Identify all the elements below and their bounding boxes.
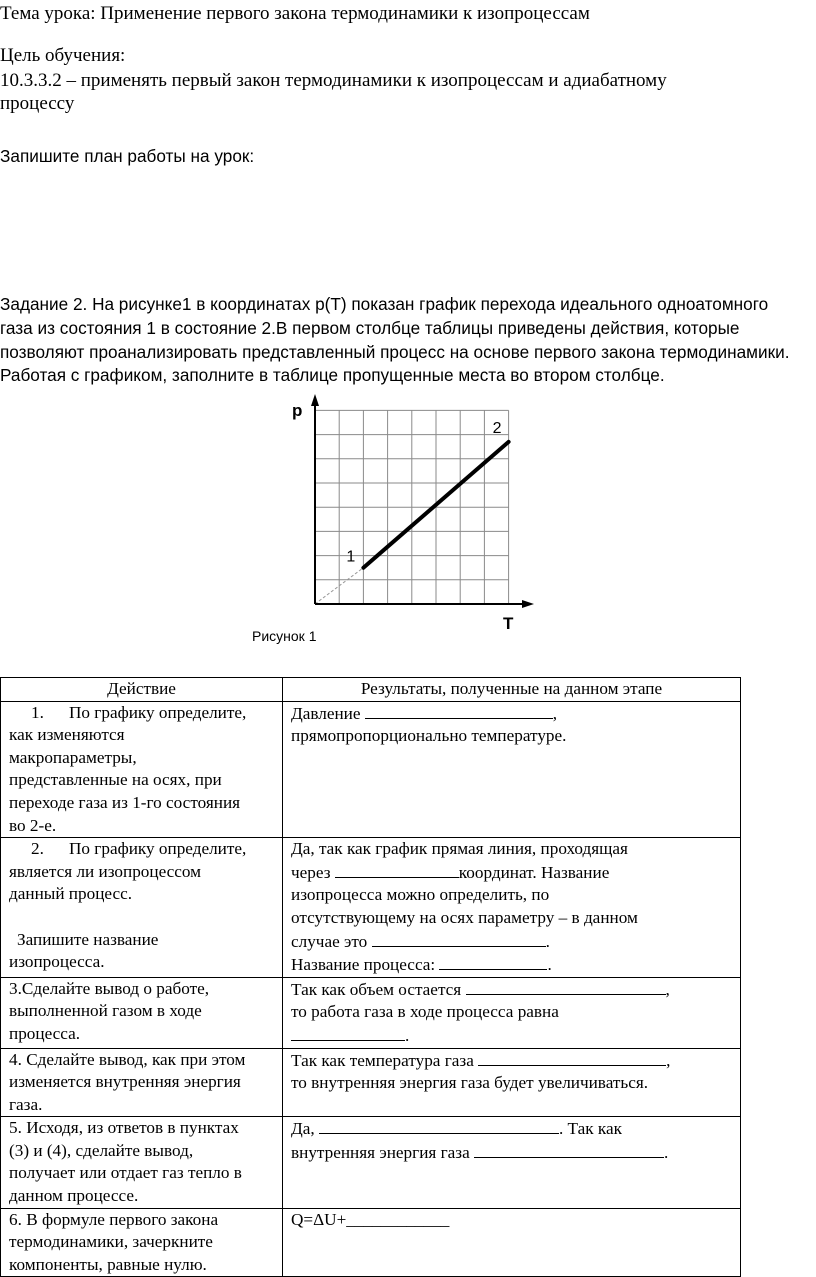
- action-text: газа.: [9, 1094, 43, 1114]
- result-text: Да, так как график прямая линия, проходящая: [291, 839, 628, 859]
- action-text: получает или отдает газ тепло в: [9, 1163, 242, 1183]
- action-number: 1.: [31, 702, 44, 722]
- action-text: 3.Сделайте вывод о работе,: [9, 978, 210, 998]
- action-text: выполненной газом в ходе: [9, 1001, 202, 1021]
- graph-grid: [315, 410, 509, 604]
- answer-blank[interactable]: [372, 930, 546, 947]
- result-text: внутренняя энергия газа: [291, 1142, 474, 1162]
- action-text: По графику определите,: [69, 839, 247, 859]
- task2-line-4: Работая с графиком, заполните в таблице пропущенные места во втором столбце.: [0, 365, 665, 385]
- task2-line-2: газа из состояния 1 в состояние 2.В первом столбце таблицы приведены действия, которые: [0, 318, 740, 338]
- action-text: данном процессе.: [9, 1186, 139, 1206]
- result-text: то работа газа в ходе процесса равна: [291, 1002, 559, 1022]
- first-law-formula[interactable]: Q=ΔU+____________: [291, 1209, 450, 1229]
- goal-line-1: 10.3.3.2 – применять первый закон термодинамики к изопроцессам и адиабатному: [0, 70, 667, 91]
- result-cell: [283, 1048, 741, 1117]
- action-text: Запишите название: [17, 929, 159, 949]
- action-cell: [1, 1208, 283, 1277]
- answer-blank[interactable]: [319, 1117, 559, 1134]
- result-text: Так как температура газа: [291, 1050, 479, 1070]
- pt-graph: [280, 392, 540, 632]
- result-cell: [283, 701, 741, 838]
- action-cell: [1, 701, 283, 838]
- y-axis-label: p: [292, 401, 303, 420]
- goal-line-2: процессу: [0, 93, 75, 114]
- action-text: 6. В формуле первого закона: [9, 1209, 219, 1229]
- result-text: отсутствующему на осях параметру – в данном: [291, 907, 638, 927]
- answer-blank[interactable]: [365, 702, 553, 719]
- answer-blank[interactable]: [474, 1141, 664, 1158]
- action-number: 2.: [31, 839, 44, 859]
- plan-prompt: Запишите план работы на урок:: [0, 146, 255, 166]
- answer-blank[interactable]: [466, 978, 666, 995]
- action-text: 5. Исходя, из ответов в пунктах: [9, 1118, 239, 1138]
- result-text: через: [291, 862, 335, 882]
- action-text: компоненты, равные нулю.: [9, 1254, 207, 1274]
- lesson-topic: Тема урока: Применение первого закона термодинамики к изопроцессам: [0, 3, 590, 24]
- x-axis-label: T: [503, 614, 514, 632]
- table-row: [1, 977, 741, 1048]
- task2-line-3: позволяют проанализировать представленный процесс на основе первого закона термодинамики.: [0, 342, 790, 362]
- table-row: [1, 1208, 741, 1277]
- result-cell: [283, 1117, 741, 1208]
- action-text: изменяется внутренняя энергия: [9, 1072, 241, 1092]
- tasks-table: [0, 677, 741, 1277]
- x-axis-arrow: [522, 600, 534, 608]
- action-text: как изменяются: [9, 725, 125, 745]
- table-row: [1, 1048, 741, 1117]
- result-text: прямопропорционально температуре.: [291, 726, 567, 746]
- action-cell: [1, 1117, 283, 1208]
- result-text: ,: [552, 703, 558, 723]
- action-text: макропараметры,: [9, 747, 137, 767]
- result-text: случае это: [291, 931, 372, 951]
- action-text: термодинамики, зачеркните: [9, 1232, 213, 1252]
- answer-blank[interactable]: [478, 1049, 666, 1066]
- answer-blank[interactable]: [335, 861, 459, 878]
- result-cell: [283, 838, 741, 978]
- result-text: . Так как: [558, 1119, 622, 1139]
- result-text: изопроцесса можно определить, по: [291, 885, 550, 905]
- answer-blank[interactable]: [291, 1024, 405, 1041]
- action-cell: [1, 1048, 283, 1117]
- result-text: .: [664, 1142, 669, 1162]
- result-text: Да,: [291, 1119, 319, 1139]
- y-axis-arrow: [311, 394, 319, 406]
- result-text: координат. Название: [458, 862, 610, 882]
- result-text: ,: [665, 979, 670, 999]
- action-text: процесса.: [9, 1023, 81, 1043]
- action-text: во 2-е.: [9, 815, 57, 835]
- result-cell: [283, 1208, 741, 1277]
- action-text: (3) и (4), сделайте вывод,: [9, 1140, 194, 1160]
- column-header-results: Результаты, полученные на данном этапе: [283, 678, 741, 702]
- point-2-label: 2: [492, 419, 502, 437]
- goal-label: Цель обучения:: [0, 45, 126, 66]
- table-row: [1, 838, 741, 978]
- action-text: изопроцесса.: [9, 952, 105, 972]
- action-text: данный процесс.: [9, 884, 133, 904]
- action-text: 4. Сделайте вывод, как при этом: [9, 1049, 246, 1069]
- table-row: [1, 701, 741, 838]
- table-header-row: [1, 678, 741, 702]
- result-text: ,: [666, 1050, 671, 1070]
- answer-blank[interactable]: [439, 953, 547, 970]
- table-row: [1, 1117, 741, 1208]
- result-cell: [283, 977, 741, 1048]
- action-text: По графику определите,: [69, 702, 247, 722]
- action-text: является ли изопроцессом: [9, 861, 202, 881]
- result-text: то внутренняя энергия газа будет увеличиваться.: [291, 1073, 649, 1093]
- result-text: .: [545, 931, 550, 951]
- action-cell: [1, 838, 283, 978]
- action-text: представленные на осях, при: [9, 770, 222, 790]
- result-text: .: [405, 1025, 410, 1045]
- figure-caption: Рисунок 1: [252, 628, 317, 644]
- action-text: переходе газа из 1-го состояния: [9, 792, 241, 812]
- result-text: .: [547, 955, 552, 975]
- task2-line-1: Задание 2. На рисунке1 в координатах p(T) показан график перехода идеального одноатомного: [0, 294, 769, 314]
- result-text: Так как объем остается: [291, 979, 466, 999]
- action-cell: [1, 977, 283, 1048]
- result-text: Название процесса:: [291, 955, 440, 975]
- result-text: Давление: [291, 703, 365, 723]
- point-1-label: 1: [346, 548, 356, 566]
- column-header-action: Действие: [1, 678, 283, 702]
